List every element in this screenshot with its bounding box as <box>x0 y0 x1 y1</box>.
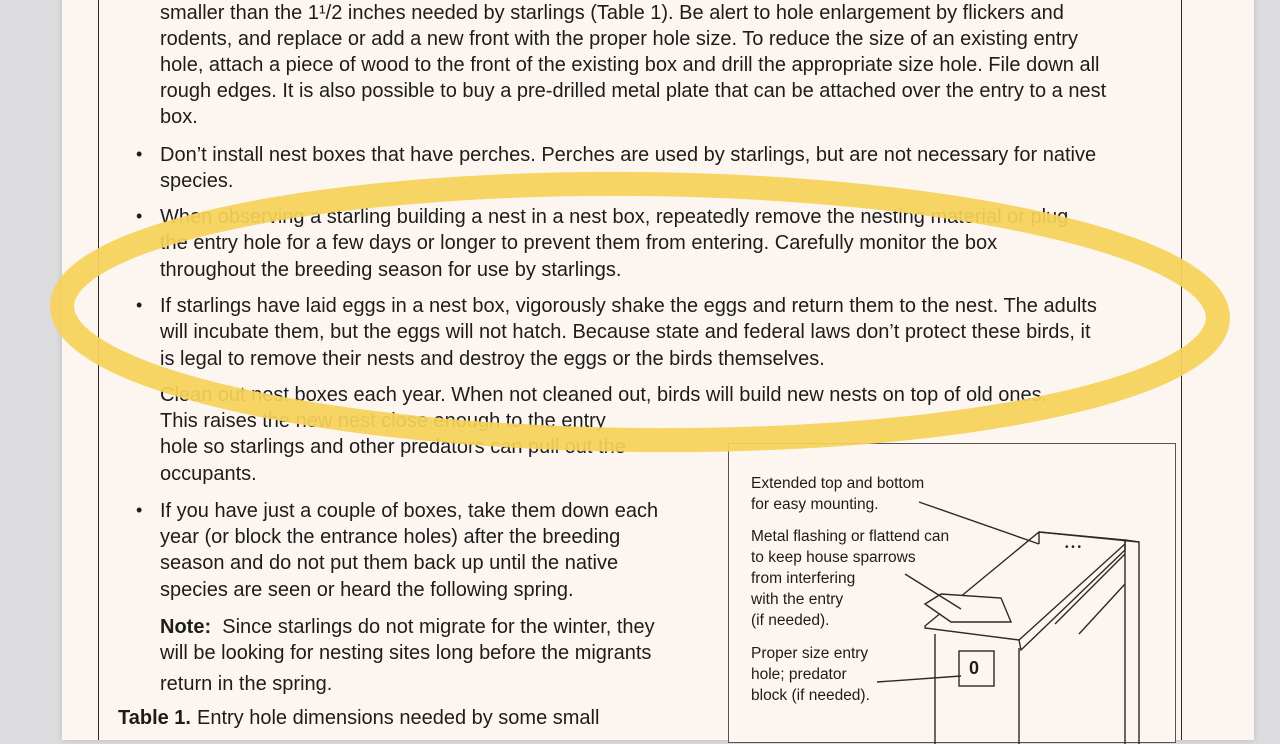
paragraph-line: smaller than the 1¹/2 inches needed by starlings (Table 1). Be alert to hole enlargement by flickers and <box>160 2 1064 24</box>
note-label: Note: <box>160 616 212 638</box>
callout-line: Extended top and bottom <box>751 475 925 492</box>
note-text: Since starlings do not migrate for the winter, they <box>222 616 655 638</box>
bullet-icon: • <box>136 144 143 164</box>
note-line: return in the spring. <box>160 673 333 695</box>
bullet-icon: • <box>136 206 143 226</box>
paragraph-line: will incubate them, but the eggs will not hatch. Because state and federal laws don’t protect these birds, it <box>160 321 1091 343</box>
paragraph-line: is legal to remove their nests and destroy the eggs or the birds themselves. <box>160 348 825 370</box>
callout-line: (if needed). <box>751 612 830 629</box>
bullet-icon: • <box>136 295 143 315</box>
paragraph-line: season and do not put them back up until the native <box>160 552 619 574</box>
paragraph-line: species are seen or heard the following spring. <box>160 579 574 601</box>
callout-line: Metal flashing or flattend can <box>751 528 950 545</box>
paragraph-line: Clean out nest boxes each year. When not cleaned out, birds will build new nests on top of old ones. <box>160 384 1048 406</box>
vent-dots: • • • <box>1065 542 1082 553</box>
paragraph-line: If starlings have laid eggs in a nest box, vigorously shake the eggs and return them to the nest. The adults <box>160 295 1097 317</box>
callout-line: block (if needed). <box>751 687 870 704</box>
paragraph-line: This raises the new nest close enough to the entry <box>160 410 606 432</box>
paragraph-line: the entry hole for a few days or longer to prevent them from entering. Carefully monitor the box <box>160 232 998 254</box>
paragraph-line: occupants. <box>160 463 257 485</box>
callout-line: for easy mounting. <box>751 496 879 513</box>
callout-line: from interfering <box>751 570 856 587</box>
paragraph-line: rough edges. It is also possible to buy a pre-drilled metal plate that can be attached over the entry to a nest <box>160 80 1107 102</box>
highlight-ellipse <box>61 178 1220 446</box>
paragraph-line: If you have just a couple of boxes, take them down each <box>160 500 659 522</box>
paragraph-line: year (or block the entrance holes) after the breeding <box>160 526 621 548</box>
callout-line: to keep house sparrows <box>751 549 916 566</box>
callout-line: hole; predator <box>751 666 847 683</box>
paragraph-line: When observing a starling building a nest in a nest box, repeatedly remove the nesting material or plug <box>160 206 1069 228</box>
table-label: Table 1. <box>118 707 191 729</box>
paragraph-line: rodents, and replace or add a new front with the proper hole size. To reduce the size of an existing entry <box>160 28 1078 50</box>
paragraph-line: hole so starlings and other predators can pull out the <box>160 436 626 458</box>
paragraph-line: hole, attach a piece of wood to the front of the existing box and drill the appropriate size hole. File down all <box>160 54 1100 76</box>
table-caption-text: Entry hole dimensions needed by some small <box>197 707 600 729</box>
entry-hole: 0 <box>969 658 980 678</box>
bullet-icon: • <box>136 500 143 520</box>
callout-line: with the entry <box>751 591 844 608</box>
paragraph-line: throughout the breeding season for use by starlings. <box>160 259 622 281</box>
paragraph-line: box. <box>160 106 198 128</box>
note-line: will be looking for nesting sites long before the migrants <box>160 642 652 664</box>
paragraph-line: species. <box>160 170 234 192</box>
paragraph-line: Don’t install nest boxes that have perches. Perches are used by starlings, but are not necessary for native <box>160 144 1097 166</box>
callout-line: Proper size entry <box>751 645 869 662</box>
